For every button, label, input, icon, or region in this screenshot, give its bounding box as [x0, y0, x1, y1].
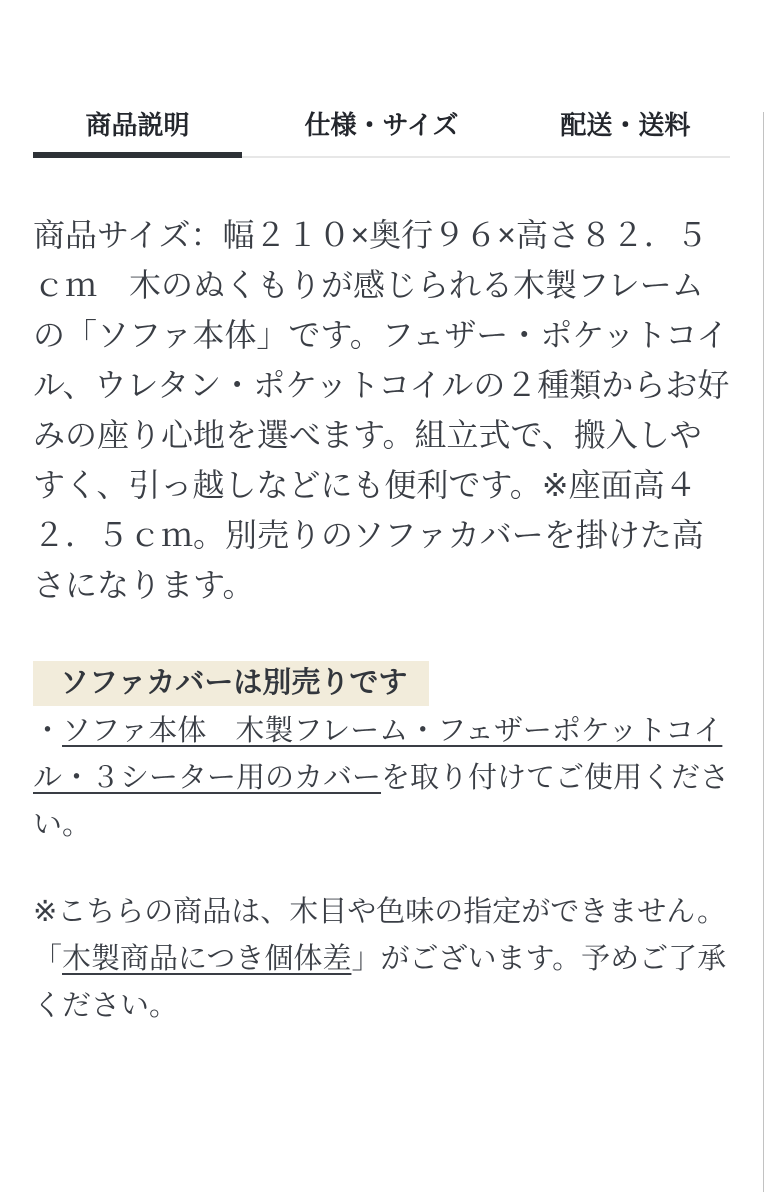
product-description-page [0, 112, 764, 1192]
product-description-text: 商品サイズ：幅２１０×奥行９６×高さ８２．５ｃｍ 木のぬくもりが感じられる木製フレームの「ソファ本体」です。フェザー・ポケットコイル、ウレタン・ポケットコイルの２種類からお好みの座り心地を選べます。組立式で、搬入しやすく、引っ越しなどにも便利です。※座面高４２．５ｃｍ。別売りのソファカバーを掛けた高さになります。 [33, 217, 730, 603]
wood-variation-note-prefix: ※こちらの商品は、木目や色味の指定ができません。「 [33, 896, 727, 975]
sofa-cover-product-link[interactable]: ソファ本体 木製フレーム・フェザーポケットコイル・３シーター用のカバー [33, 715, 723, 794]
product-tabs [33, 112, 730, 158]
bullet-mark: ・ [33, 715, 63, 747]
sofa-cover-notice-heading: ソファカバーは別売りです [33, 661, 429, 706]
sofa-cover-notice-suffix: を取り付けてご使用ください。 [33, 762, 730, 841]
tab-spec-size[interactable]: 仕様・サイズ [304, 110, 459, 140]
wood-variation-link[interactable]: 木製商品につき個体差 [62, 943, 352, 975]
tab-product-description[interactable]: 商品説明 [33, 112, 242, 158]
sofa-cover-notice-text [33, 708, 730, 849]
tab-shipping-fee[interactable]: 配送・送料 [560, 110, 691, 140]
wood-variation-note-suffix: 」がございます。予めご了承ください。 [33, 943, 727, 1022]
wood-variation-note-text [33, 889, 730, 1030]
